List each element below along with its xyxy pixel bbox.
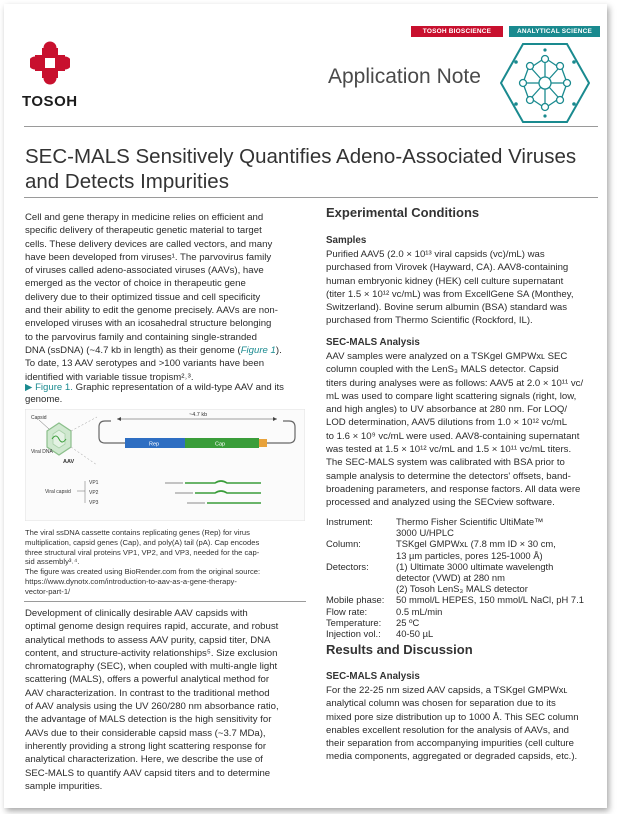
results-line: their separation from accompanying impurities (cell culture	[326, 738, 574, 750]
condition-row	[326, 561, 606, 595]
secmals-line: mL was used to compare light scattering signals (right, low,	[326, 390, 577, 402]
vp1-label: VP1	[89, 480, 99, 486]
results-line: media components, aggregated or degraded capsids, etc.).	[326, 751, 578, 763]
body-line: analytical methods to assess AAV purity, capsid titer, DNA	[25, 634, 271, 646]
secmals-paragraph	[326, 350, 606, 510]
condition-value	[396, 617, 606, 628]
body-line: content, and structure-activity relationships⁵. Size exclusion	[25, 647, 278, 659]
intro-line: identified with variable tissue tropism²˒³.	[25, 371, 194, 383]
samples-line: purchased from Virovek (Hayward, CA). AAV8-containing	[326, 262, 569, 274]
intro-line: have been developed from viruses¹. The parvovirus family	[25, 251, 272, 263]
kb-label: ~4.7 kb	[189, 412, 208, 418]
rep-label: Rep	[149, 441, 160, 448]
samples-line: Purified AAV5 (2.0 × 10¹³ viral capsids (vc)/mL) was	[326, 249, 545, 260]
intro-line: cells. These delivery devices are called vectors, and many	[25, 238, 273, 250]
intro-line: delivery due to their optimized tissue and cell specificity	[25, 291, 261, 303]
body-line: analytical characterization. Here, we describe the use of	[25, 754, 263, 766]
body-line: of AAV analysis using the UV 260/280 nm absorbance ratio,	[25, 701, 279, 713]
vp2-label: VP2	[89, 490, 99, 496]
secmals-line: column coupled with the LenS₃ MALS detector. Capsid	[326, 364, 559, 376]
condition-value	[396, 561, 606, 595]
secmals-line: sample analysis to determine the detectors' offsets, band-	[326, 470, 571, 482]
figure-desc-line: multiplication, capsid genes (Cap), and poly(A) tail (pA). Cap encodes	[25, 537, 260, 547]
results-line: mixed pore size distribution up to 1000 Å. This SEC column	[326, 711, 579, 723]
results-line: analytical column was chosen for separation due to its	[326, 698, 556, 710]
samples-line: (titer 1.5 × 10¹² vc/mL) was from ExcellGene SA (Monthey,	[326, 288, 574, 300]
secmals-heading: SEC-MALS Analysis	[326, 337, 420, 348]
condition-value	[396, 538, 606, 560]
page-title: SEC-MALS Sensitively Quantifies Adeno-Associated Viruses and Detects Impurities	[25, 145, 577, 193]
condition-value-line: 50 mmol/L HEPES, 150 mmol/L NaCl, pH 7.1	[396, 594, 584, 606]
intro-line: Cell and gene therapy in medicine relies on efficient and	[25, 212, 264, 223]
intro-line: to the parvovirus family and containing single-stranded	[25, 331, 257, 343]
cap-label: Cap	[215, 441, 226, 448]
body-line: optimal genome design requires rapid, accurate, and robust	[25, 621, 279, 633]
viral-capsid-label: Viral capsid	[45, 489, 71, 495]
condition-row	[326, 538, 606, 560]
body-paragraph-2	[25, 607, 310, 793]
condition-key: Mobile phase:	[326, 594, 385, 606]
results-line: For the 22-25 nm sized AAV capsids, a TSKgel GMPWxʟ	[326, 685, 568, 696]
condition-value-line: TSKgel GMPWxʟ (7.8 mm ID × 30 cm,	[396, 538, 556, 550]
results-subheading: SEC-MALS Analysis	[326, 671, 420, 682]
capsid-label: Capsid	[31, 415, 47, 421]
intro-line: To date, 13 AAV serotypes and >100 variants have been	[25, 358, 265, 370]
condition-value-line: Thermo Fisher Scientific UltiMate™	[396, 516, 544, 527]
figure-divider	[24, 601, 306, 602]
intro-text: ).	[275, 344, 282, 356]
condition-row	[326, 617, 606, 628]
condition-key: Detectors:	[326, 560, 369, 572]
intro-line: of viruses called adeno-associated viruses (AAVs), have	[25, 265, 264, 277]
secmals-line: was tested at 1.5 × 10¹² vc/mL and 1.5 × 10¹¹ vc/mL titers.	[326, 444, 572, 456]
condition-value-line: 0.5 mL/min	[396, 605, 443, 617]
results-paragraph	[326, 684, 606, 764]
secmals-line: AAV samples were analyzed on a TSKgel GMPWxʟ SEC	[326, 351, 568, 362]
header-divider	[24, 126, 598, 127]
figure-desc-line: three structural viral proteins VP1, VP2, and VP3, needed for the cap-	[25, 547, 260, 557]
figure-desc-line: The figure was created using BioRender.com from the original source:	[25, 567, 261, 577]
aav-genome-figure	[25, 409, 305, 521]
body-line: chromatography (SEC), when coupled with multi-angle light	[25, 661, 278, 673]
condition-key: Flow rate:	[326, 605, 368, 617]
condition-value	[396, 516, 606, 538]
secmals-line: LOD determination, AAV5 dilutions from 1.0 × 10¹² vc/mL	[326, 417, 568, 429]
intro-text: DNA (ssDNA) (~4.7 kb in length) as their genome (	[25, 344, 241, 356]
network-hexagon-icon	[500, 42, 590, 124]
aav-label: AAV	[63, 459, 75, 465]
condition-value-line: 13 µm particles, pores 125-1000 Å)	[396, 549, 543, 561]
condition-key: Instrument:	[326, 516, 373, 527]
figure-desc-line: The viral ssDNA cassette contains replicating genes (Rep) for virus	[25, 528, 250, 537]
samples-heading: Samples	[326, 235, 367, 246]
samples-line: Switzerland). Bovine serum albumin (BSA) standard was	[326, 302, 568, 314]
figure-1-link[interactable]: Figure 1	[240, 344, 276, 356]
condition-value	[396, 606, 606, 617]
body-line: Development of clinically desirable AAV capsids with	[25, 608, 248, 619]
viral-dna-label: Viral DNA	[31, 449, 53, 455]
tosoh-logo-text: TOSOH	[22, 93, 78, 110]
samples-line: human embryonic kidney (HEK) cell culture supernatant	[326, 275, 564, 287]
intro-line: emerged as the vector of choice in therapeutic gene	[25, 278, 246, 290]
tosoh-bioscience-tag: TOSOH BIOSCIENCE	[411, 26, 503, 37]
intro-line: specific delivery of therapeutic genetic material to target	[25, 225, 262, 237]
figure-label: Figure 1.	[35, 382, 73, 393]
document-type: Application Note	[328, 65, 481, 88]
secmals-line: The SEC-MALS system was calibrated with BSA prior to	[326, 457, 565, 469]
title-divider	[24, 197, 598, 198]
results-heading: Results and Discussion	[326, 642, 473, 657]
intro-paragraph	[25, 211, 310, 384]
condition-row	[326, 606, 606, 617]
intro-line	[25, 344, 310, 357]
figure-desc-line: sid assembly³˒⁴.	[25, 557, 80, 567]
analytical-science-tag: ANALYTICAL SCIENCE	[509, 26, 600, 37]
secmals-line: and high angles) to UV absorbance at 280 nm. For LOQ/	[326, 404, 568, 416]
condition-value-line: (1) Ultimate 3000 ultimate wavelength	[396, 560, 554, 572]
vp3-label: VP3	[89, 500, 99, 506]
experimental-heading: Experimental Conditions	[326, 205, 480, 220]
secmals-line: broadening parameters, and response factors. All data were	[326, 483, 581, 495]
condition-value	[396, 594, 606, 605]
intro-line: enveloped viruses with an icosahedral structure belonging	[25, 318, 272, 330]
conditions-table	[326, 516, 606, 639]
condition-row	[326, 516, 606, 538]
condition-value-line: (2) Tosoh LenS₃ MALS detector	[396, 583, 528, 595]
body-line: AAVs due to their considerable capsid mass (~3.7 MDa),	[25, 727, 266, 739]
samples-line: purchased from Thermo Scientific (Rockford, IL).	[326, 315, 533, 327]
figure-caption	[25, 382, 303, 406]
document-page	[4, 4, 607, 808]
figure-bullet-icon: ▶	[25, 382, 33, 393]
figure-source-link[interactable]: vector-part-1/	[25, 586, 71, 596]
tosoh-logo-icon	[30, 41, 70, 89]
intro-line: and their ability to edit the genome precisely. AAVs are non-	[25, 305, 278, 317]
secmals-line: to 1.6 × 10⁹ vc/mL were used. AAV8-containing supernatant	[326, 430, 580, 442]
condition-value	[396, 628, 606, 639]
samples-paragraph	[326, 248, 606, 328]
body-line: inherently providing a strong light scattering response for	[25, 740, 267, 752]
condition-value-line: 3000 U/HPLC	[396, 527, 454, 539]
condition-value-line: 40-50 µL	[396, 628, 434, 640]
body-line: sample impurities.	[25, 780, 103, 792]
condition-key: Column:	[326, 538, 361, 550]
condition-row	[326, 628, 606, 639]
condition-key: Injection vol.:	[326, 628, 381, 640]
condition-value-line: 25 ºC	[396, 616, 420, 628]
secmals-line: titers during analyses were as follows: AAV5 at 2.0 × 10¹¹ vc/	[326, 377, 584, 389]
body-line: the advantage of MALS detection is the high sensitivity for	[25, 714, 272, 726]
figure-description	[25, 528, 307, 597]
condition-row	[326, 594, 606, 605]
body-line: AAV characterization. In contrast to the traditional method	[25, 687, 270, 699]
results-line: enables excellent resolution for the analysis of AAVs, and	[326, 724, 570, 736]
figure-source-link[interactable]: https://www.dynotx.com/introduction-to-aav-as-a-gene-therapy-	[25, 576, 237, 586]
body-line: scattering (MALS), offers a powerful analytical method for	[25, 674, 270, 686]
polya-block	[259, 439, 267, 447]
figure-caption-text: Graphic representation of a wild-type AAV and its genome.	[25, 382, 284, 405]
body-line: SEC-MALS to quantify AAV capsid titers and to determine	[25, 767, 271, 779]
condition-value-line: detector (VWD) at 280 nm	[396, 572, 505, 584]
secmals-line: processed and analyzed using the SECview software.	[326, 497, 555, 509]
condition-key: Temperature:	[326, 616, 382, 628]
